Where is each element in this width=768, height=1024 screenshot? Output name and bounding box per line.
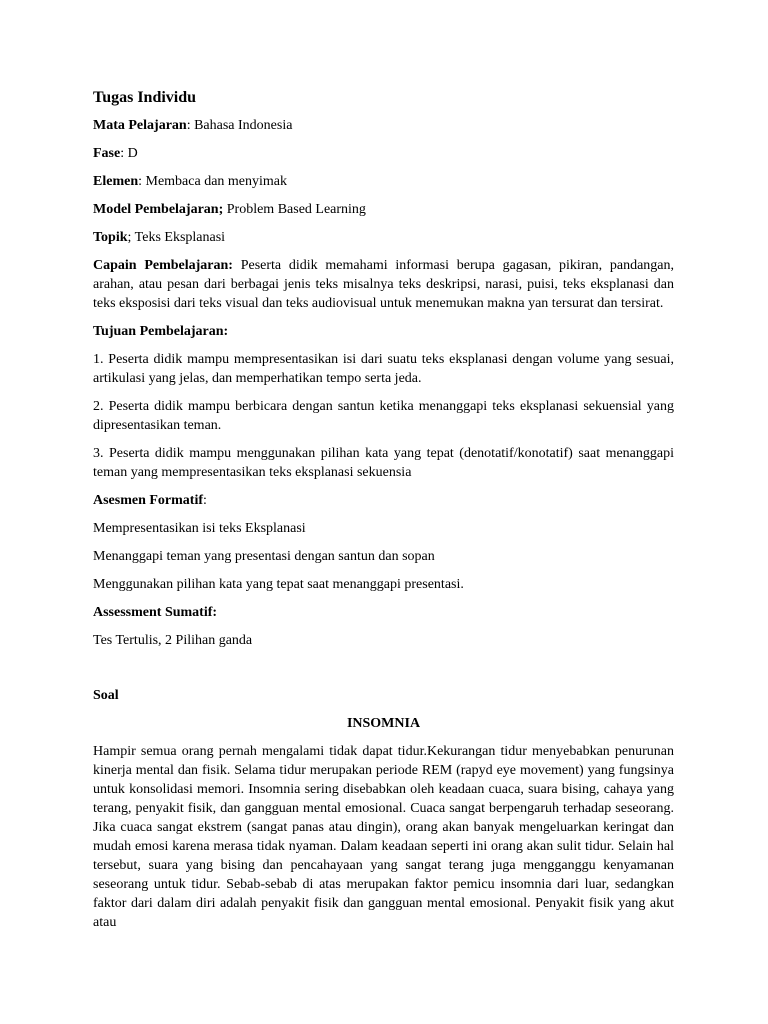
field-value: Teks Eksplanasi: [134, 230, 226, 245]
field-label: Model Pembelajaran;: [93, 202, 224, 217]
capaian-label: Capain Pembelajaran:: [93, 258, 233, 273]
field-separator: :: [186, 118, 195, 133]
reading-text: Hampir semua orang pernah mengalami tidak dapat tidur.Kekurangan tidur menyebabkan penurunan kinerja mental dan fisik. Selama tidur merupakan periode REM (rapyd eye movement) yang fungsinya untuk konsolidasi memori. Insomnia sering disebabkan oleh keadaan cuaca, suara bising, cahaya yang terang, penyakit fisik, dan gangguan mental emosional. Cuaca sangat berpengaruh terhadap seseorang. Jika cuaca sangat ekstrem (sangat panas atau dingin), orang akan banyak mengeluarkan keringat dan mudah emosi karena merasa tidak nyaman. Dalam keadaan seperti ini orang akan sulit tidur. Selain hal tersebut, suara yang bising dan pencahayaan yang sangat terang juga mengganggu kenyamanan seseorang untuk tidur. Sebab-sebab di atas merupakan faktor pemicu insomnia dari luar, sedangkan faktor dari dalam diri adalah penyakit fisik dan gangguan mental emosional. Penyakit fisik yang akut atau: [93, 744, 674, 930]
reading-title: INSOMNIA: [346, 716, 421, 731]
field-topik: [93, 228, 674, 247]
soal-label: Soal: [93, 688, 119, 703]
field-value: Membaca dan menyimak: [145, 174, 288, 189]
tujuan-label: Tujuan Pembelajaran:: [93, 324, 229, 339]
tujuan-item: 1. Peserta didik mampu mempresentasikan isi dari suatu teks eksplanasi dengan volume yang sesuai, artikulasi yang jelas, dan memperhatikan tempo serta jeda.: [93, 352, 674, 386]
field-label: Topik: [93, 230, 128, 245]
spacer: [93, 659, 674, 686]
asesmen-formatif-item: Menggunakan pilihan kata yang tepat saat menanggapi presentasi.: [93, 577, 464, 592]
document-title: Tugas Individu: [93, 89, 197, 106]
field-model-pembelajaran: [93, 200, 674, 219]
tujuan-heading: [93, 322, 674, 341]
field-label: Fase: [93, 146, 121, 161]
asesmen-formatif-heading: [93, 491, 674, 510]
field-separator: :: [138, 174, 146, 189]
asesmen-sumatif-heading: [93, 603, 674, 622]
field-elemen: [93, 172, 674, 191]
asesmen-sumatif-value: Tes Tertulis, 2 Pilihan ganda: [93, 633, 253, 648]
field-fase: [93, 144, 674, 163]
asesmen-formatif-item: Menanggapi teman yang presentasi dengan santun dan sopan: [93, 549, 435, 564]
asesmen-formatif-item: Mempresentasikan isi teks Eksplanasi: [93, 521, 306, 536]
asesmen-sumatif-label: Assessment Sumatif:: [93, 605, 218, 620]
field-value: Bahasa Indonesia: [194, 118, 293, 133]
field-mata-pelajaran: [93, 116, 674, 135]
field-separator: ;: [127, 230, 135, 245]
field-value: Problem Based Learning: [226, 202, 366, 217]
tujuan-item: 2. Peserta didik mampu berbicara dengan santun ketika menanggapi teks eksplanasi sekuensial yang dipresentasikan teman.: [93, 399, 674, 433]
soal-heading: [93, 686, 674, 705]
capaian-pembelajaran: [93, 256, 674, 313]
field-label: Mata Pelajaran: [93, 118, 187, 133]
capaian-text: Peserta didik memahami informasi berupa gagasan, pikiran, pandangan, arahan, atau pesan dari berbagai jenis teks misalnya teks deskripsi, narasi, puisi, teks eksplanasi dan teks eksposisi dari teks visual dan teks audiovisual untuk menemukan makna yan tersurat dan tersirat.: [93, 258, 674, 311]
asesmen-formatif-label: Asesmen Formatif: [93, 493, 204, 508]
field-separator: :: [120, 146, 128, 161]
tujuan-item: 3. Peserta didik mampu menggunakan pilihan kata yang tepat (denotatif/konotatif) saat menanggapi teman yang mempresentasikan teks eksplanasi sekuensia: [93, 446, 674, 480]
field-value: D: [127, 146, 138, 161]
field-separator: :: [203, 493, 207, 508]
field-label: Elemen: [93, 174, 139, 189]
